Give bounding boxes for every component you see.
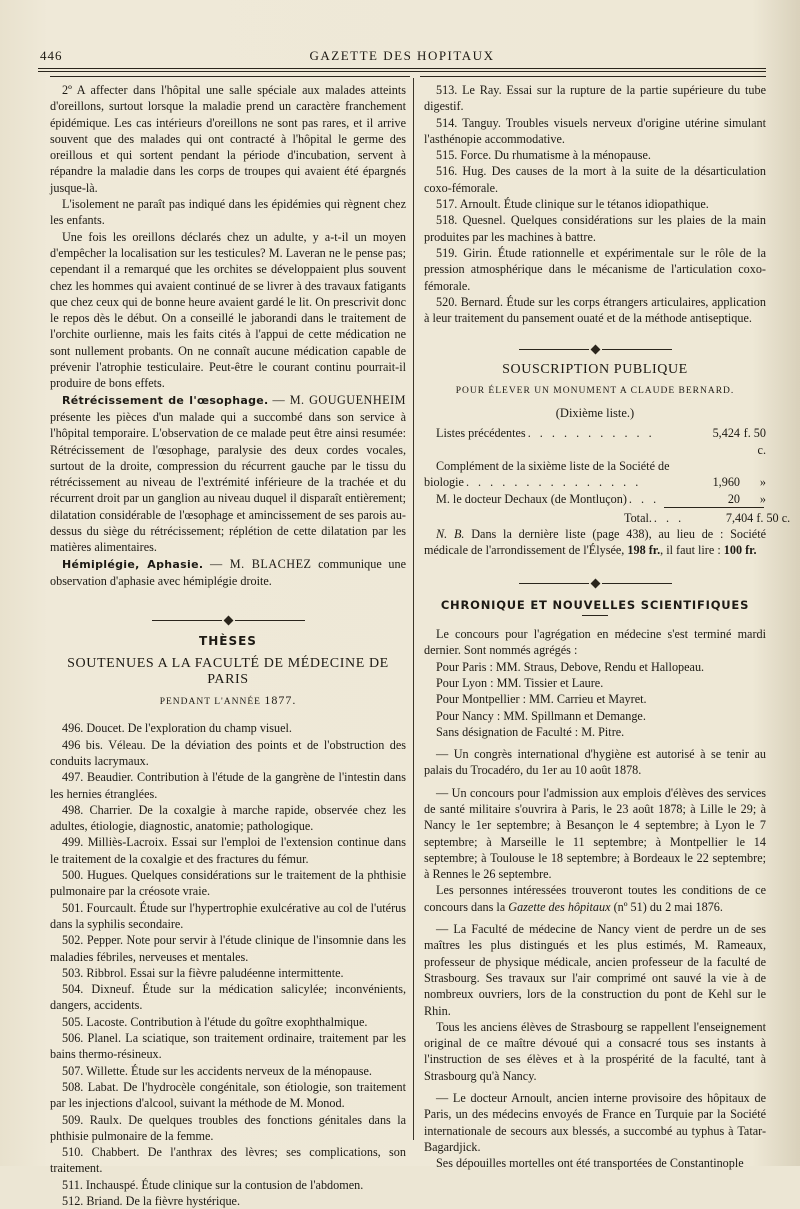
thesis-item: 501. Fourcault. Étude sur l'hypertrophie exulcérative au col de l'utérus dans la syphilis secondaire. <box>50 900 406 931</box>
nota-bene <box>424 526 766 559</box>
thesis-item: 504. Dixneuf. Étude sur la médication salicylée; inconvénients, dangers, accidents. <box>50 982 406 1013</box>
thesis-item: 518. Quesnel. Quelques considérations sur les plaies de la main produites par les machines à battre. <box>424 213 766 244</box>
report-author: — M. GOUGUENHEIM <box>272 392 406 407</box>
thesis-item: 510. Chabbert. De l'anthrax des lèvres; ses complications, son traitement. <box>50 1145 406 1176</box>
row-label: Complément de la sixième liste de la Société de <box>436 458 670 473</box>
chronicle-title: CHRONIQUE ET NOUVELLES SCIENTIFIQUES <box>440 597 750 612</box>
nb-label: N. B. <box>436 527 465 542</box>
section-ornament <box>424 340 766 350</box>
chronicle-paragraph: Ses dépouilles mortelles ont été transportées de Constantinople <box>436 1156 744 1171</box>
report-body: présente les pièces d'un malade qui a succombé dans son service à l'hôpital temporaire. L'observation de ce malade peut être ainsi resumée: Rétrécissement de l'œsophage, paralysie des deux cordes vocales, surtout de la droite, compression du récurrent gauche par le tissu du rétrécissement au niveau de l'extrémité inférieure de la trachée et du récurrent droit par un ganglion au niveau duquel il disparaît entièrement; dilatation considérable de l'œsophage et amincissement de ses parois au-dessus du siège du rétrécissement; réplétion de cette dilatation par les matières alimentaires. <box>50 409 406 555</box>
row-dots: . . . . . . . . . . . . . . . <box>465 475 642 490</box>
subscription-title: SOUSCRIPTION PUBLIQUE <box>502 362 688 378</box>
subscription-table <box>424 425 766 506</box>
thesis-item: 498. Charrier. De la coxalgie à marche rapide, observée chez les adultes, étiologie, diagnostic, anatomie; pathologique. <box>50 802 406 834</box>
thesis-item: 509. Raulx. De quelques troubles des fonctions génitales dans la phthisie pulmonaire de la femme. <box>50 1112 406 1143</box>
thesis-item: 502. Pepper. Note pour servir à l'étude clinique de l'insomnie dans les maladies fébriles, nerveuses et mentales. <box>50 933 406 964</box>
subscription-row <box>424 474 766 490</box>
thesis-item: 513. Le Ray. Essai sur la rupture de la partie supérieure du tube digestif. <box>424 83 766 114</box>
report-esophagus <box>50 392 406 556</box>
subscription-list-number: (Dixième liste.) <box>555 406 635 421</box>
theses-period-label: PENDANT L'ANNÉE <box>159 697 261 708</box>
thesis-item: 497. Beaudier. Contribution à l'étude de la gangrène de l'intestin dans les hernies étranglées. <box>50 770 406 801</box>
thesis-item: 506. Planel. La sciatique, son traitement ordinaire, traitement par les bains thermo-résineux. <box>50 1031 406 1062</box>
thesis-item: 520. Bernard. Étude sur les corps étrangers articulaires, application à leur traitement du pansement ouaté et de la méthode antiseptique. <box>424 294 766 326</box>
nb-correct-amount: 100 fr. <box>723 543 757 558</box>
chronicle-paragraph: — Le docteur Arnoult, ancien interne provisoire des hôpitaux de Paris, un des médecins envoyés de France en Turquie par la Société internationale de secours aux blessés, a succombé au typhus à Tatar-Bagardjick. <box>424 1091 766 1154</box>
thesis-item: 517. Arnoult. Étude clinique sur le tétanos idiopathique. <box>436 197 709 212</box>
thesis-item: 508. Labat. De l'hydrocèle congénitale, son étiologie, son traitement par les injections d'alcool, suivant la méthode de M. Monod. <box>50 1079 406 1111</box>
theses-list <box>50 720 406 1209</box>
chronicle-paragraph: Tous les anciens élèves de Strasbourg se rappellent l'enseignement original de ce maître dévoué qui a consacré tous ses instants à l'instruction de ses élèves et à la prospérité de la faculté, tant à Strasbourg qu'à Nancy. <box>424 1019 766 1083</box>
thesis-item: 503. Ribbrol. Essai sur la fièvre paludéenne intermittente. <box>62 965 344 980</box>
thesis-item: 511. Inchauspé. Étude clinique sur la contusion de l'abdomen. <box>62 1177 364 1192</box>
row-dots: . . . <box>628 491 660 506</box>
theses-subtitle: SOUTENUES A LA FACULTÉ DE MÉDECINE DE PARIS <box>67 655 389 687</box>
page-header <box>38 44 766 66</box>
report-author: — M. BLACHEZ <box>209 556 312 571</box>
theses-list-continued <box>424 82 766 326</box>
report-hemiplegia <box>50 556 406 590</box>
total-amount: 7,404 f. 50 c. <box>725 510 791 525</box>
row-dots: . . . . . . . . . . . <box>527 426 655 441</box>
chronicle-paragraph <box>424 882 766 915</box>
theses-period <box>50 692 406 710</box>
subscription-total <box>424 510 791 526</box>
agreges-line: Sans désignation de Faculté : M. Pitre. <box>436 724 625 739</box>
thesis-item: 516. Hug. Des causes de la mort à la suite de la désarticulation coxo-fémorale. <box>424 164 766 195</box>
agreges-line: Pour Paris : MM. Straus, Debove, Rendu et Hallopeau. <box>436 659 705 674</box>
agreges-line: Pour Montpellier : MM. Carrieu et Mayret. <box>436 692 647 707</box>
row-unit: » <box>759 491 766 506</box>
row-amount: 5,424 <box>712 426 740 441</box>
thesis-item: 499. Milliès-Lacroix. Essai sur l'emploi de l'extension continue dans le traitement de la coxalgie et des fractures du fémur. <box>50 835 406 866</box>
page-number: 446 <box>40 48 63 63</box>
row-label: biologie <box>424 475 464 490</box>
paragraph: 2º A affecter dans l'hôpital une salle spéciale aux malades atteints d'oreillons, surtout lorsque la maladie prend un caractère franchement épidémique. Les cas intérieurs d'oreillons ne sont pas rares, et il arrive souvent que des malades qui ont contracté à l'hôpital le germe des oreillous et qui sortent pendant la période d'incubation, servent à répandre la maladie dans les corps de troupes qui avaient été épargnés jusque-là. <box>50 83 406 195</box>
paragraph: Une fois les oreillons déclarés chez un adulte, y a-t-il un moyen d'empêcher la localisation sur les testicules? M. Laveran ne le pense pas; cependant il a remarqué que les orchites se développaient plus souvent chez les hommes qui avaient continué de se livrer à des travaux fatigants que chez ceux qui de bonne heure avaient gardé le lit. On prescrivit donc le repos dès le début. On a conseillé le jaborandi dans le traitement de l'orchite ourlienne, mais les faits cités à l'appui de cette médication ne sont nullement probants. On ne connaît aucune médication capable de prévenir l'atrophie testiculaire. Peut-être le courant continu pourrait-il produire de bons effets. <box>50 229 406 391</box>
row-label: M. le docteur Dechaux (de Montluçon) <box>436 491 627 506</box>
thesis-item: 500. Hugues. Quelques considérations sur le traitement de la phthisie pulmonaire par la créosote vraie. <box>50 868 406 899</box>
section-ornament <box>50 611 406 621</box>
total-rule <box>664 507 764 508</box>
report-body: communique une observation d'aphasie avec hémiplégie droite. <box>50 556 407 588</box>
header-rule-double <box>38 71 766 72</box>
chronicle-paragraph: — Un concours pour l'admission aux emplois d'élèves des services de santé militaire s'ouvrira à Paris, le 23 août 1878; à Lille le 29; à Nancy le 1er septembre; à Besançon le 4 septembre; à Lyon le 7 septembre; à Marseille le 11 septembre; à Montpellier le 14 septembre; à Toulouse le 18 septembre; à Bordeaux le 22 septembre; à Rennes le 26 septembre. <box>424 785 766 882</box>
section-ornament <box>424 575 766 585</box>
agreges-line: Pour Nancy : MM. Spillmann et Demange. <box>436 708 646 723</box>
nb-text: Dans la dernière liste (page 438), au lieu de : Société médicale de l'arrondissement de l'Élysée, <box>424 527 767 558</box>
column-divider <box>413 78 414 1140</box>
header-rule <box>38 68 766 69</box>
row-unit: » <box>759 475 766 490</box>
chronicle-paragraph: — La Faculté de médecine de Nancy vient de perdre un de ses maîtres les plus distingués et les plus estimés, M. Rameaux, professeur de physique médicale, ancien professeur de la faculté de Strasbourg. Ses travaux sur l'air comprimé ont sauvé la vie à de nombreux ouvriers, lors de la construction du pont de Kehl sur le Rhin. <box>424 922 766 1018</box>
right-column-top-rule <box>420 76 766 77</box>
theses-title: THÈSES <box>199 634 257 649</box>
nb-wrong-amount: 198 fr. <box>627 543 661 558</box>
paragraph: L'isolement ne paraît pas indiqué dans les épidémies qui règnent chez les enfants. <box>50 197 406 228</box>
chronicle-paragraph: Le concours pour l'agrégation en médecine s'est terminé mardi dernier. Sont nommés agrégés : <box>424 627 766 658</box>
right-column <box>424 82 791 1172</box>
chronicle-text: (nº 51) du 2 mai 1876. <box>613 899 723 914</box>
subscription-row <box>424 491 766 507</box>
thesis-item: 519. Girin. Étude rationnelle et expérimentale sur le rôle de la pression atmosphérique dans le mécanisme de l'articulation coxo-fémorale. <box>424 245 766 293</box>
subscription-row <box>424 458 766 474</box>
left-column <box>50 82 406 1209</box>
row-label: Listes précédentes <box>436 426 526 441</box>
report-heading: Hémiplégie, Aphasie. <box>62 557 204 571</box>
thesis-item: 505. Lacoste. Contribution à l'étude du goître exophthalmique. <box>62 1014 368 1029</box>
thesis-item: 496. Doucet. De l'exploration du champ visuel. <box>62 721 292 736</box>
thesis-item: 507. Willette. Étude sur les accidents nerveux de la ménopause. <box>62 1063 372 1078</box>
journal-title: GAZETTE DES HOPITAUX <box>309 48 495 63</box>
chronicle-text: Les personnes intéressées trouveront toutes les conditions de ce concours dans la <box>424 883 766 914</box>
journal-reference: Gazette des hôpitaux <box>508 899 611 914</box>
theses-year: 1877. <box>264 693 297 708</box>
thesis-item: 514. Tanguy. Troubles visuels nerveux d'origine utérine simulant l'asthénopie accommodative. <box>424 115 766 146</box>
agreges-line: Pour Lyon : MM. Tissier et Laure. <box>436 675 604 690</box>
row-amount: 20 <box>727 491 740 506</box>
thesis-item: 496 bis. Véleau. De la déviation des points et de l'obstruction des conduits lacrymaux. <box>50 737 406 768</box>
row-unit: f. 50 c. <box>743 426 766 457</box>
chronicle-rule <box>582 615 608 616</box>
total-label: Total. <box>624 510 652 525</box>
nb-text: , il faut lire : <box>660 543 721 558</box>
row-amount: 1,960 <box>712 475 740 490</box>
report-heading: Rétrécissement de l'œsophage. <box>62 393 269 407</box>
total-dots: . . . <box>653 510 685 525</box>
subscription-row <box>424 425 766 458</box>
left-column-top-rule <box>50 76 410 77</box>
thesis-item: 512. Briand. De la fièvre hystérique. <box>62 1194 241 1208</box>
subscription-subtitle: POUR ÉLEVER UN MONUMENT A CLAUDE BERNARD. <box>455 385 735 396</box>
agreges-list <box>424 659 766 740</box>
chronicle-paragraph: — Un congrès international d'hygiène est autorisé à se tenir au palais du Trocadéro, du 1er au 10 août 1878. <box>424 747 766 778</box>
thesis-item: 515. Force. Du rhumatisme à la ménopause. <box>436 148 651 163</box>
